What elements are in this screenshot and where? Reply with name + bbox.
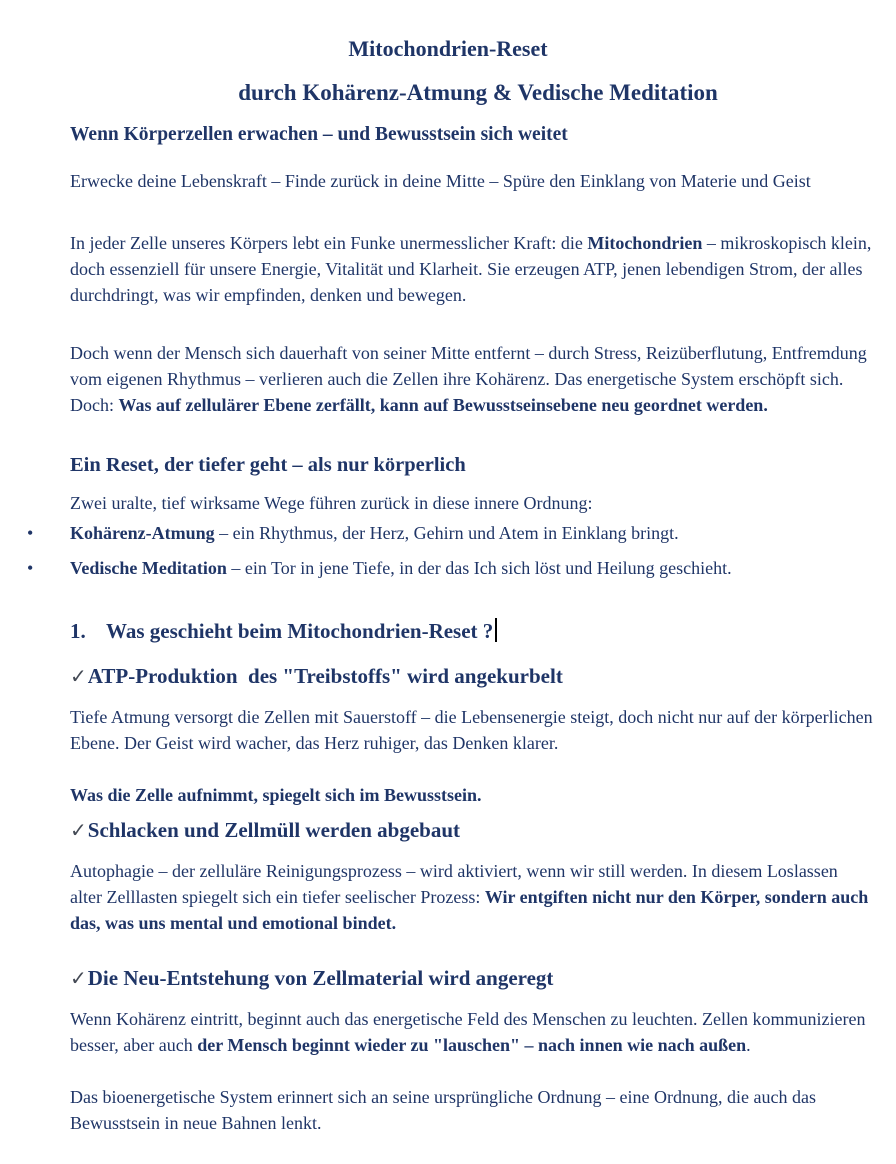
heading-text: Die Neu-Entstehung von Zellmaterial wird angeregt <box>87 966 554 990</box>
bold-run: Was die Zelle aufnimmt, spiegelt sich im Bewusstsein. <box>70 785 482 805</box>
reset-heading: Ein Reset, der tiefer geht – als nur körperlich <box>70 454 466 476</box>
text-run: . <box>746 1035 751 1055</box>
section-heading-neuentstehung <box>70 966 553 991</box>
bold-run: Was auf zellulärer Ebene zerfällt, kann auf Bewusstseinsebene neu geordnet werden. <box>118 395 768 415</box>
document-title: Mitochondrien-Reset <box>348 36 548 61</box>
checkmark-icon: ✓ <box>70 664 87 688</box>
section-heading-autophagie <box>70 818 460 843</box>
text-cursor <box>495 618 497 642</box>
numbered-heading[interactable] <box>70 618 497 644</box>
heading-text: Schlacken und Zellmüll werden abgebaut <box>87 818 460 842</box>
checkmark-icon: ✓ <box>70 966 87 990</box>
document-subtitle: durch Kohärenz-Atmung & Vedische Meditation <box>238 80 718 105</box>
text-run: – ein Rhythmus, der Herz, Gehirn und Atem in Einklang bringt. <box>214 523 679 543</box>
bullet-icon: • <box>27 523 34 543</box>
intro-paragraph: Erwecke deine Lebenskraft – Finde zurück in deine Mitte – Spüre den Einklang von Materie und Geist <box>70 171 811 191</box>
bold-run: Wir entgiften nicht nur den Körper, sondern auch das, was uns mental und emotional bindet. <box>70 887 869 933</box>
bold-run: der Mensch beginnt wieder zu "lauschen" – nach innen wie nach außen <box>197 1035 747 1055</box>
bold-run: Mitochondrien <box>587 233 703 253</box>
section-bold-atp <box>70 782 878 808</box>
section-body2-neuentstehung: Das bioenergetische System erinnert sich an seine ursprüngliche Ordnung – eine Ordnung, die auch das Bewusstsein in neue Bahnen lenkt. <box>70 1087 816 1133</box>
text-run: – mikroskopisch klein, doch essenziell für unsere Energie, Vitalität und Klarheit. Sie erzeugen ATP, jenen lebendigen Strom, der alles durchdringt, was wir empfinden, denken und bewegen. <box>70 233 872 305</box>
text-run: – ein Tor in jene Tiefe, in der das Ich sich löst und Heilung geschieht. <box>226 558 732 578</box>
paragraph-mitochondrien <box>70 230 882 308</box>
bullet-item <box>27 520 878 546</box>
bullet-item <box>27 555 860 581</box>
bold-run: Kohärenz-Atmung <box>70 523 215 543</box>
heading-text: ATP-Produktion des "Treibstoffs" wird angekurbelt <box>87 664 563 688</box>
checkmark-icon: ✓ <box>70 818 87 842</box>
tagline-heading: Wenn Körperzellen erwachen – und Bewusstsein sich weitet <box>70 124 568 145</box>
heading-text: Was geschieht beim Mitochondrien-Reset ? <box>106 619 494 643</box>
paragraph-stress <box>70 340 870 418</box>
section-body-autophagie <box>70 858 874 936</box>
text-run: Wenn Kohärenz eintritt, beginnt auch das energetische Feld des Menschen zu leuchten. Zellen kommunizieren besser, aber auch <box>70 1009 866 1055</box>
section-body-neuentstehung <box>70 1006 870 1058</box>
text-run: Doch wenn der Mensch sich dauerhaft von seiner Mitte entfernt – durch Stress, Reizüberflutung, Entfremdung vom eigenen Rhythmus – verlieren auch die Zellen ihre Kohärenz. Das energetische System erschöpft sich. Doch: <box>70 343 867 415</box>
bullet-icon: • <box>27 558 34 578</box>
list-number: 1. <box>70 619 86 643</box>
section-body-atp: Tiefe Atmung versorgt die Zellen mit Sauerstoff – die Lebensenergie steigt, doch nicht nur auf der körperlichen Ebene. Der Geist wird wacher, das Herz ruhiger, das Denken klarer. <box>70 707 873 753</box>
text-run: In jeder Zelle unseres Körpers lebt ein Funke unermesslicher Kraft: die <box>70 233 588 253</box>
section-heading-atp <box>70 664 563 689</box>
bold-run: Vedische Meditation <box>70 558 227 578</box>
text-run: Autophagie – der zelluläre Reinigungsprozess – wird aktiviert, wenn wir still werden. In diesem Loslassen alter Zelllasten spiegelt sich ein tiefer seelischer Prozess: <box>70 861 838 907</box>
ways-intro: Zwei uralte, tief wirksame Wege führen zurück in diese innere Ordnung: <box>70 493 593 513</box>
